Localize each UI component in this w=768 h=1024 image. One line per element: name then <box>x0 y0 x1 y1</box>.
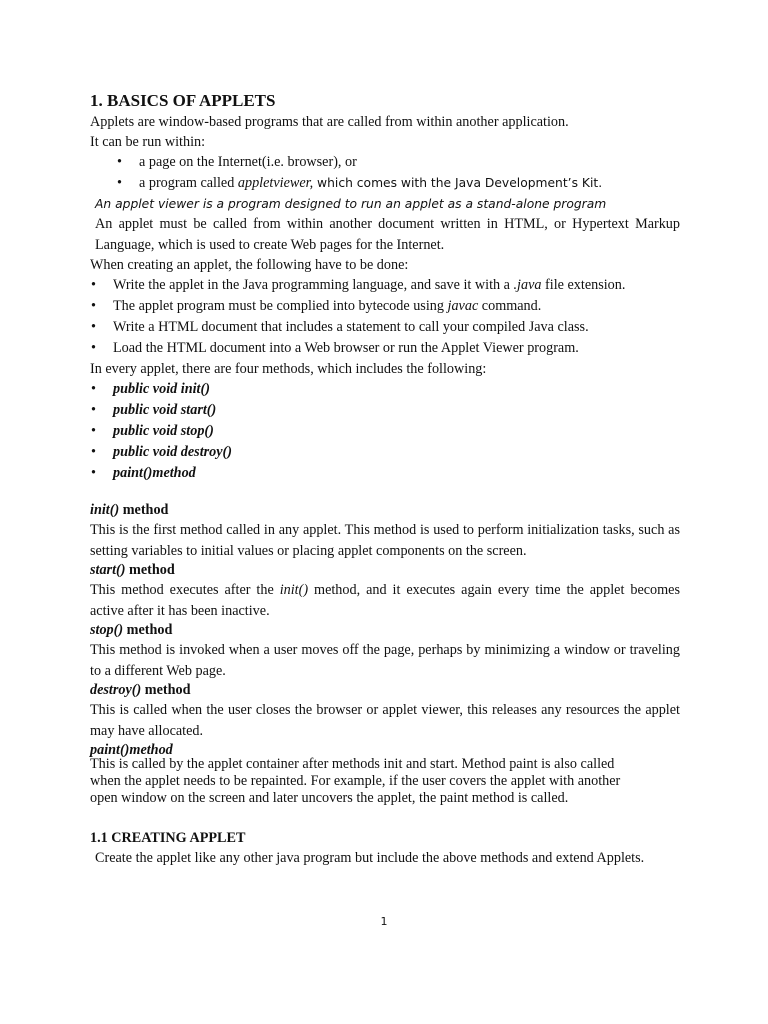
paint-description-line: open window on the screen and later uncovers the applet, the paint method is called. <box>90 790 569 806</box>
paint-heading: paint()method <box>90 742 173 758</box>
bullet-icon: • <box>91 465 96 481</box>
list-item: • public void start() <box>91 400 681 421</box>
bullet-icon: • <box>91 298 96 314</box>
list-item: • a program called appletviewer, which comes with the Java Development’s Kit. <box>117 173 707 194</box>
destroy-heading: destroy() method <box>90 682 191 698</box>
destroy-description: This is called when the user closes the browser or applet viewer, this releases any resources the applet may have allocated. <box>90 702 680 739</box>
paint-description-line: when the applet needs to be repainted. For example, if the user covers the applet with another <box>90 773 621 789</box>
start-heading: start() method <box>90 562 175 578</box>
list-item: • a page on the Internet(i.e. browser), or <box>117 152 707 173</box>
bullet-icon: • <box>91 402 96 418</box>
bullet-icon: • <box>91 277 96 293</box>
section-text: Create the applet like any other java program but include the above methods and extend Applets. <box>95 850 645 866</box>
viewer-definition: An applet viewer is a program designed to run an applet as a stand-alone program <box>95 197 607 211</box>
start-description: This method executes after the init() method, and it executes again every time the applet becomes active after it has been inactive. <box>90 582 680 619</box>
list-item: • Load the HTML document into a Web browser or run the Applet Viewer program. <box>91 338 681 359</box>
steps-intro: When creating an applet, the following have to be done: <box>90 257 409 273</box>
list-item: • Write a HTML document that includes a statement to call your compiled Java class. <box>91 317 681 338</box>
list-item: • public void init() <box>91 379 681 400</box>
list-item: • The applet program must be complied into bytecode using javac command. <box>91 296 681 317</box>
init-description: This is the first method called in any applet. This method is used to perform initialization tasks, such as setting variables to initial values or placing applet components on the screen. <box>90 522 680 559</box>
list-item: • Write the applet in the Java programming language, and save it with a .java file extension. <box>91 275 681 296</box>
bullet-icon: • <box>91 444 96 460</box>
intro-line: Applets are window-based programs that are called from within another application. <box>90 114 569 130</box>
list-item: • public void stop() <box>91 421 681 442</box>
page-title: 1. BASICS OF APPLETS <box>90 91 276 110</box>
bullet-icon: • <box>91 319 96 335</box>
list-item: • paint()method <box>91 463 681 484</box>
page-number: 1 <box>380 915 388 928</box>
bullet-icon: • <box>117 175 122 191</box>
methods-intro: In every applet, there are four methods, which includes the following: <box>90 361 487 377</box>
list-item: • public void destroy() <box>91 442 681 463</box>
steps-list <box>91 275 681 359</box>
stop-heading: stop() method <box>90 622 173 638</box>
methods-list <box>91 379 681 484</box>
stop-description: This method is invoked when a user moves off the page, perhaps by minimizing a window or traveling to a different Web page. <box>90 642 680 679</box>
init-heading: init() method <box>90 502 169 518</box>
bullet-icon: • <box>91 423 96 439</box>
intro-line: It can be run within: <box>90 134 206 150</box>
bullet-icon: • <box>91 340 96 356</box>
run-within-list <box>117 152 707 194</box>
paint-description-line: This is called by the applet container after methods init and start. Method paint is also called <box>90 756 615 772</box>
section-heading: 1.1 CREATING APPLET <box>90 830 246 846</box>
bullet-icon: • <box>117 154 122 170</box>
bullet-icon: • <box>91 381 96 397</box>
html-paragraph: An applet must be called from within another document written in HTML, or Hypertext Markup Language, which is used to create Web pages for the Internet. <box>95 216 680 253</box>
